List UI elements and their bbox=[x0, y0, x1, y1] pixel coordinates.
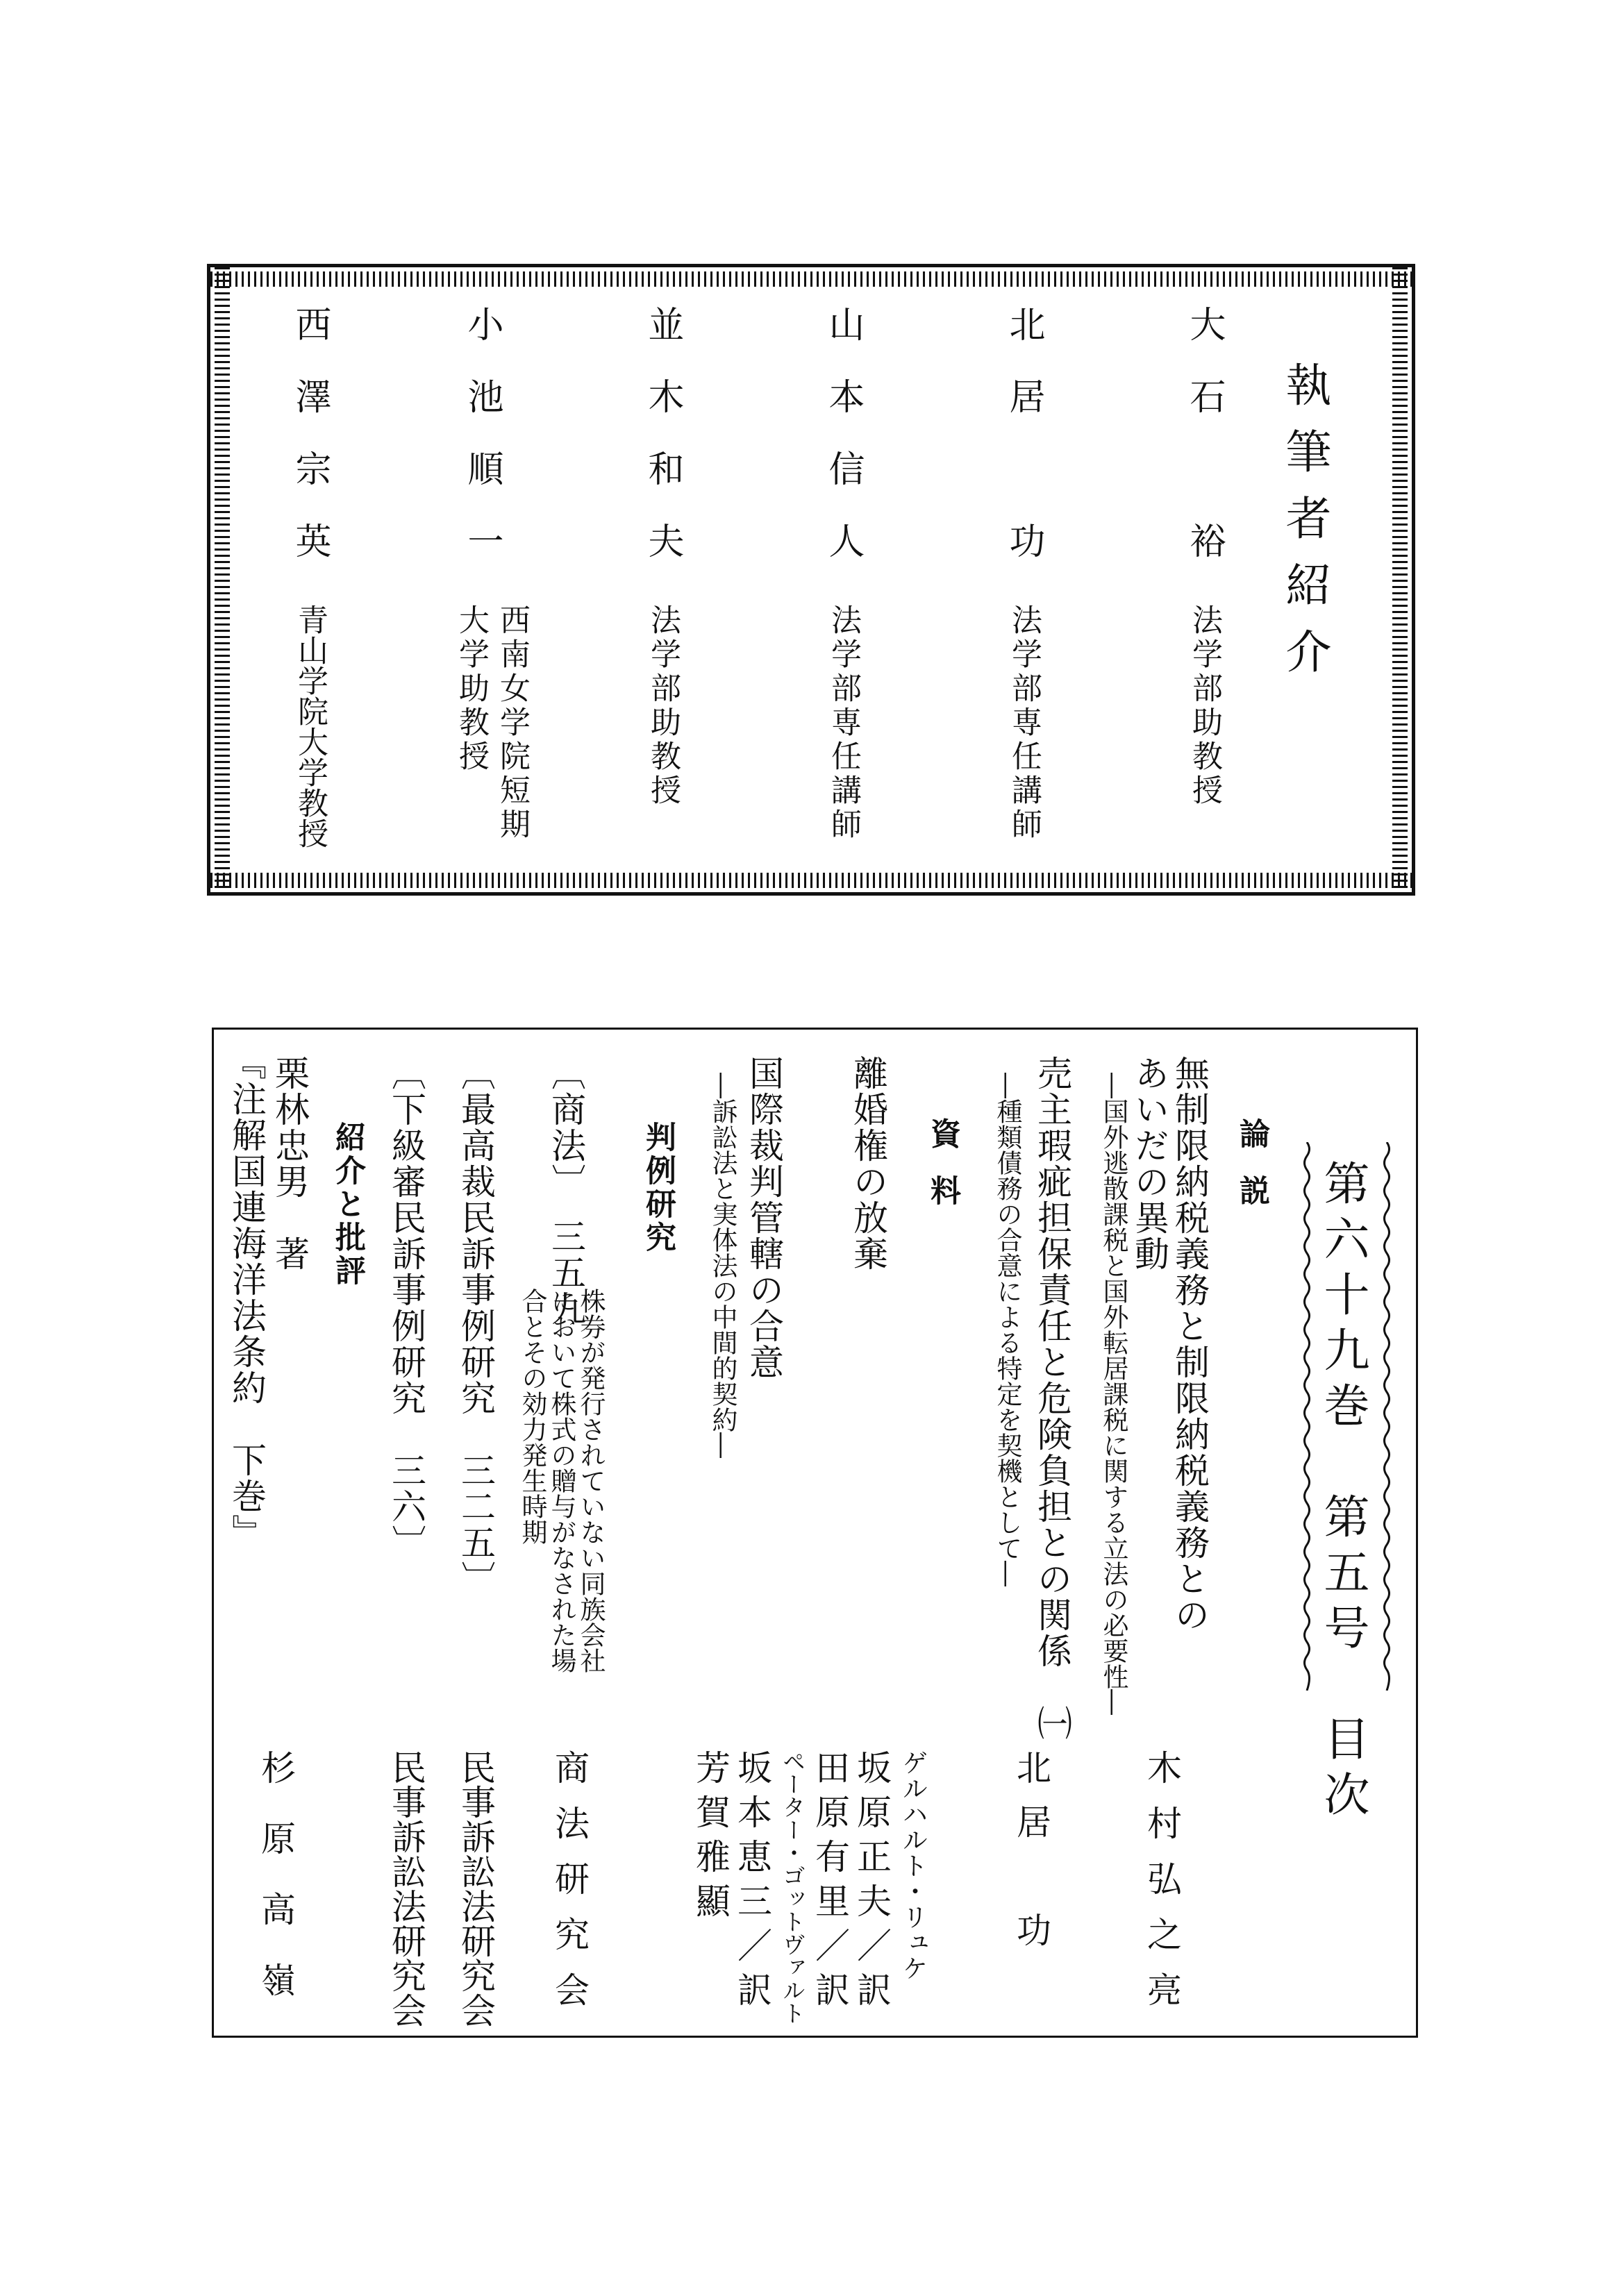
article-author: 北居 功 bbox=[1011, 1750, 1051, 1966]
contributor-name: 並木和夫 bbox=[642, 305, 683, 594]
contributor-affiliation: 法学部専任講師 bbox=[1006, 604, 1042, 842]
article-title: 離婚権の放棄 bbox=[848, 1055, 888, 1272]
contributor-affiliation: 大学助教授 bbox=[453, 604, 489, 774]
ornamental-border-bottom bbox=[210, 873, 1412, 888]
contributor-name: 北居 功 bbox=[1003, 305, 1044, 594]
article-author: ゲルハルト・リュケ bbox=[898, 1750, 928, 1981]
article-title: 無制限納税義務と制限納税義務との bbox=[1169, 1055, 1210, 1633]
section-heading: 紹介と批評 bbox=[330, 1121, 365, 1288]
contributor-name: 西澤宗英 bbox=[289, 305, 331, 594]
article-author: 木村弘之亮 bbox=[1142, 1750, 1182, 2027]
contributor-affiliation: 法学部専任講師 bbox=[826, 604, 861, 842]
review-author: 杉原高嶺 bbox=[256, 1750, 296, 2033]
article-subtitle: ―種類債務の合意による特定を契機として― bbox=[992, 1073, 1022, 1586]
ornamental-border-top bbox=[210, 271, 1412, 287]
contributor-name: 山本信人 bbox=[822, 305, 864, 594]
section-heading: 判例研究 bbox=[640, 1121, 676, 1255]
case-label: 〔商法〕 三五九 bbox=[546, 1055, 586, 1327]
case-author: 民事訴訟法研究会 bbox=[456, 1750, 496, 2027]
article-title: 国際裁判管轄の合意 bbox=[744, 1055, 784, 1380]
article-title: 売主瑕疵担保責任と危険負担との関係 ㈠ bbox=[1032, 1055, 1072, 1741]
article-subtitle: ―訴訟法と実体法の中間的契約― bbox=[708, 1073, 737, 1458]
contributor-affiliation: 西南女学院短期 bbox=[494, 604, 530, 842]
article-author: ペーター・ゴットヴァルト bbox=[779, 1750, 806, 2025]
review-book: 『注解国連海洋法条約 下巻』 bbox=[226, 1045, 267, 1550]
wavy-rule-left bbox=[1302, 1142, 1312, 1691]
wavy-rule-right bbox=[1382, 1142, 1392, 1691]
article-author: 坂本恵三／訳 bbox=[732, 1750, 772, 2016]
contributor-name: 大石 裕 bbox=[1183, 305, 1225, 594]
section-heading: 論説 bbox=[1234, 1118, 1269, 1232]
case-description: 合とその効力発生時期 bbox=[517, 1288, 547, 1545]
ornamental-border-right bbox=[1392, 267, 1408, 892]
case-description: 株券が発行されていない同族会社 bbox=[576, 1288, 606, 1673]
article-author: 坂原正夫／訳 bbox=[851, 1750, 892, 2016]
contributors-frame bbox=[207, 264, 1415, 896]
ornamental-border-left bbox=[215, 267, 230, 892]
case-author: 民事訴訟法研究会 bbox=[386, 1750, 426, 2027]
case-label: 〔下級審民訴事例研究 三六〕 bbox=[386, 1055, 426, 1561]
article-author: 芳賀雅顯 bbox=[690, 1750, 731, 1927]
contributor-affiliation: 法学部助教授 bbox=[645, 604, 681, 808]
contributor-affiliation: 法学部助教授 bbox=[1187, 604, 1222, 808]
toc-title: 第六十九巻 第五号 目次 bbox=[1316, 1159, 1369, 1826]
contributors-title: 執筆者紹介 bbox=[1278, 361, 1331, 694]
article-title: あいだの異動 bbox=[1129, 1055, 1169, 1272]
contributor-name: 小池順一 bbox=[461, 305, 503, 594]
article-subtitle: ―国外逃散課税と国外転居課税に関する立法の必要性― bbox=[1099, 1073, 1128, 1715]
article-author: 田原有里／訳 bbox=[810, 1750, 850, 2016]
case-label: 〔最高裁民訴事例研究 三二五〕 bbox=[456, 1055, 496, 1597]
contributor-affiliation: 青山学院大学教授 bbox=[292, 604, 328, 848]
review-book: 栗林忠男 著 bbox=[269, 1055, 310, 1272]
section-heading: 資料 bbox=[925, 1118, 960, 1232]
case-description: において株式の贈与がなされた場 bbox=[547, 1288, 576, 1673]
case-author: 商法研究会 bbox=[549, 1750, 590, 2027]
